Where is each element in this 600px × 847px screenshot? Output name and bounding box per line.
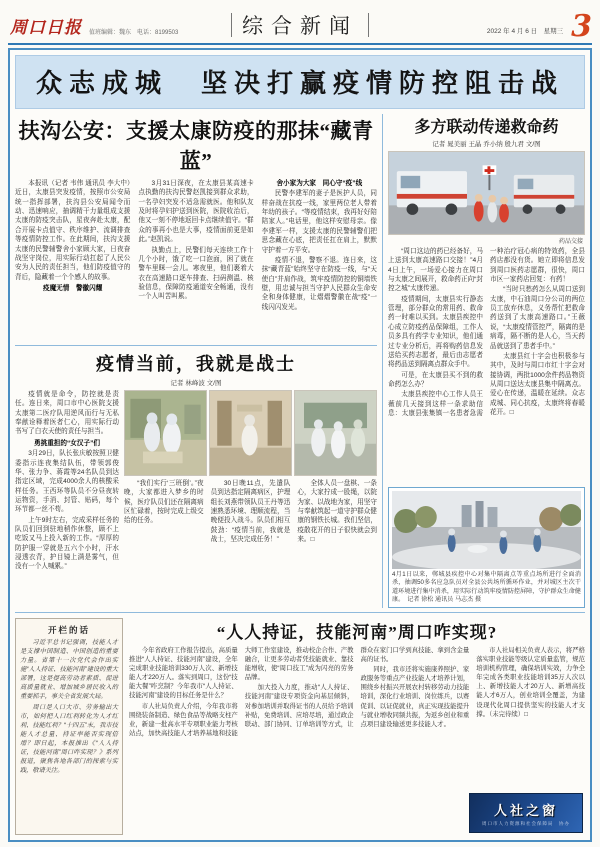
- subhead: 疫魔无情 警徽闪耀: [42, 284, 103, 292]
- column-banner-subtitle: 周口市人力资源和社会保障局 协办: [482, 820, 570, 826]
- banner-slogan: 众志成城 坚决打赢疫情防控阻击战: [15, 55, 585, 109]
- paragraph: 执勤点上，民警们每天连续工作十几个小时，饿了吃一口泡面，困了就在警车里眯一会儿。寒夜里，他们裹着大衣在高速路口逐车排查、扫码测温、核验信息，保障防疫通道安全畅通，没有一个人叫苦叫累。: [138, 246, 254, 301]
- masthead-rule: [8, 43, 592, 45]
- photo-sampling-site: [294, 390, 377, 476]
- paragraph: 市人社局相关负责人表示，将严格落实职业技能等级认定质量监管，规范培训机构管理，确保培训实效，力争全年完成各类职业技能培训35万人次以上、新增技能人才20万人、新增高技能人才6万人，创业培训全覆盖，为建设现代化周口提供坚实的技能人才支撑。（未完待续）□: [476, 647, 585, 718]
- paragraph: 疫情就是命令，防控就是责任。连日来，周口市中心医院支援太康第二医疗队用逆风而行与无私奉献诠释着医者仁心，用实际行动书写了白衣天使的责任与担当。: [15, 391, 119, 436]
- paragraph: 民警李建军的妻子是医护人员，同样奋战在抗疫一线，家里两位老人带着年幼的孩子。“等疫情结束，我再好好陪陪家人。”电话里，他这样安慰母亲。像李建军一样，支援太康的民警辅警们把思念藏在心底，把责任扛在肩上，默默守护着一方平安。: [261, 190, 377, 254]
- article-duofang-body: [388, 247, 585, 483]
- paragraph: 疫情期间，太康县实行静态管理，部分群众的常用药、救命药一时难以买到。太康县疾控中心成立防疫药品保障组，工作人员多具有药学专业知识，他们通过专业分析后，再将购药信息发送给买药志愿者，最后由志愿者将药品送到隔离点群众手中。: [388, 295, 483, 369]
- issue-date: 2022 年 4 月 6 日 星期三: [486, 28, 564, 35]
- article-duofang-headline: 多方联动传递救命药: [414, 119, 559, 136]
- paragraph: 3月29日，队长张庆敏按照卫健委指示连夜集结队伍，带领郭俊华、张力争、蒋霞等24名队员到达指定区域，完成4000余人的核酸采样任务。王西环等队员不分昼夜转运物资，手消、封管、贴码，每个环节都一丝不苟。: [15, 450, 119, 514]
- paragraph: 今年省政府工作报告提出，高质量推进“人人持证、技能河南”建设，全年完成职业技能培训330万人次、新增技能人才220万人。落实到周口，这份“技能大餐”咋烹制？今年我市“人人持证、技能河南”建设的目标任务是什么？: [129, 647, 238, 700]
- photo-ambulance-handover: [388, 151, 585, 235]
- page-number: 3: [571, 9, 592, 44]
- paragraph: 加大投入力度，推动“人人持证、技能河南”建设专项资金向基层倾斜，对参加培训并取得证书的人员给予培训补贴，免费培训、应培尽培，通过政企联动、部门协同、订单培训等方式，让群众在家门口学到真技能、拿到含金量高的证书。: [244, 647, 470, 728]
- paper-logo: 周口日报: [10, 18, 82, 38]
- paragraph: 市人社局负责人介绍，今年我市将围绕装备制造、绿色食品等战略支柱产业，新建一批高水平专项职业能力考核站点，加快高技能人才培养基地和技能大师工作室建设，推动校企合作、产教融合，让更多劳动者凭技能就业、靠技能增收，使“周口技工”成为闪亮的劳务品牌。: [129, 647, 354, 737]
- article-fugou: [15, 114, 377, 346]
- masthead: [8, 6, 592, 42]
- article-yiqing: [15, 346, 377, 608]
- article-yiqing-left-column: [15, 390, 119, 608]
- section-title: [231, 10, 369, 40]
- editor-note-title: 开栏的话: [47, 625, 90, 635]
- paragraph: 习近平总书记强调，技能人才是支撑中国制造、中国创造的重要力量。省第十一次党代会作出实施“人人持证、技能河南”建设的重大部署，这是提高劳动者素质、促进高质量就业、增加城乡居民收入的重要抓手，事关全省发展大局。: [20, 639, 118, 700]
- paragraph: 太康县红十字会也积极参与其中，及时与周口市红十字会对接协调，两批1000余件药品物资从周口送达太康县集中隔离点。爱心在传递，温暖在延续。众志成城、同心抗疫，太康终将春暖花开。□: [490, 352, 585, 417]
- paragraph: 30日晚11点，先遣队员到达指定隔离病区，护理组长刘燕带领队员王丹等迅速熟悉环境、理顺流程，当晚便投入战斗。队员们相互鼓劲：“疫情当前，我就是战士，坚决完成任务！”: [210, 480, 291, 544]
- photo-news-item-dancheng: [388, 487, 585, 608]
- masthead-editor-info: 值班编辑：魏东 电话：8199503: [89, 30, 179, 36]
- photo-news-caption: 4月1日以来，郸城县疾控中心对集中隔离点等重点场所进行全面消杀，抽调50多名应急队员对全县公共场所循环作业，并对城区主次干道环境进行集中消杀，用实际行动筑牢疫情防控屏障，守护群众生命健康。 记者 徐松 通讯员 马志杰 摄: [392, 571, 581, 603]
- photo-street-disinfection: [392, 491, 581, 569]
- page-frame: [8, 48, 592, 842]
- article-yiqing-byline: 记者 林峰波 文/图: [170, 380, 222, 387]
- editor-note-box: [15, 618, 123, 835]
- article-fugou-body: [15, 179, 377, 346]
- article-jineng-headline: “人人持证，技能河南”周口咋实现?: [216, 623, 498, 642]
- photo-strip: [124, 390, 377, 476]
- subhead: 勇挑重担的“女汉子”们: [34, 439, 100, 447]
- paragraph: 全体人员一盘棋、一条心，大家拧成一股绳，以院为家、以战地为家，用坚守与奉献筑起一道守护群众健康的钢铁长城。我们坚信，疫散花开的日子很快就会到来。□: [297, 480, 377, 544]
- article-duofang-byline: 记者 晁美丽 王晶 乔小纳 殷九君 文/图: [432, 141, 541, 148]
- photo-caption: 药品交接: [558, 238, 583, 245]
- paragraph: 疫情不退，警察不退。连日来，这抹“藏青蓝”始终坚守在防疫一线，与“天使白”并肩作战，筑牢疫情防控的铜墙铁壁，用忠诚与担当守护人民群众生命安全和身体健康，让熠熠警徽在战“疫”一线闪闪发光。: [261, 256, 377, 311]
- divider-bar: [368, 13, 369, 37]
- article-duofang: [383, 114, 585, 608]
- article-yiqing-bottom-columns: [124, 479, 377, 608]
- column-banner-renshezhichuang: [469, 793, 583, 833]
- paragraph: “当时只愁药怎么从周口送到太康，中石油周口分公司的两位员工放弃休息，义务帮忙把救命药送到了太康高速路口。”王薇说，“太康疫情管控严，隔离的是病毒，隔不断的是人心，当天药品就送到了患者手中。”: [490, 286, 585, 350]
- article-yiqing-headline: 疫情当前，我就是战士: [96, 354, 296, 374]
- photo-hospital-ward: [124, 390, 207, 476]
- paragraph: “我们实行‘三班倒’。”夜晚，大家都进入梦乡的时候，医疗队员们还在隔离病区忙碌着，按时完成上级交给的任务。: [124, 480, 204, 525]
- paragraph: 同时，我市还将实施康养照护、家政服务等重点产业技能人才培养计划，围绕乡村振兴开展农村转移劳动力技能培训，深化行业培训、岗位练兵，以赛促训、以证促就业，真正实现技能提升与就业增收同频共振，为返乡创业和重点项目建设输送更多技能人才。: [360, 666, 470, 728]
- article-jineng: [129, 618, 585, 835]
- paragraph: 可是，在太康县买不到的救命药怎么办？: [388, 371, 483, 388]
- article-fugou-headline: 扶沟公安：支援太康防疫的那抹“藏青蓝”: [18, 119, 374, 173]
- photo-corridor: [209, 390, 292, 476]
- paragraph: 3月31日深夜，在太康县某高速卡点执勤的扶沟民警赵凯接到群众求助，一名孕妇突发不适急需就医。他和队友及时将孕妇护送到医院，医院收治后，他又一刻不停地返回卡点继续值守。“群众的事再小也是大事，疫情面前更是如此。”赵凯说。: [138, 180, 254, 244]
- paragraph: 本报讯（记者 韦伟 通讯员 李大中）近日，太康县突发疫情，按照市公安局统一指挥部署，扶沟县公安局闻令而动、迅速响应，抽调精干力量组成支援太康的防疫突击队，星夜奔赴太康，配合开展卡点值守、秩序维护、流调排查等疫情防控工作。在此期间，扶沟支援太康的民警辅警舍小家顾大家，日夜奋战坚守岗位，用实际行动扛起了人民公安为人民的责任担当，他们防疫值守的背后，隐藏着一个个感人的故事。: [15, 180, 131, 281]
- subhead: 舍小家为大家 同心守“疫”线: [276, 180, 363, 187]
- paragraph: 周口是人口大市、劳务输出大市，如何把人口红利转化为人才红利、技能红利？“十四五”末，我市技能人才总量、持证率能否实现倍增？即日起，本报推出《“人人持证，技能河南”周口咋实现？》系列报道，聚焦各地各部门的探索与实践，敬请关注。: [20, 703, 118, 774]
- divider-bar: [231, 13, 232, 37]
- section-title-text: 综合新闻: [242, 14, 358, 38]
- paragraph: “周口这边的药已经备好，马上送到太康高速路口交接！”4月4日上午，一场爱心接力在周口与太康之间展开，救命药正向“封控之城”太康传递。: [388, 247, 483, 293]
- paragraph: 上午9时左右，完成采样任务的队员们回到驻地稍作休整，顾不上吃饭又马上投入新的工作。“厚厚的防护服一穿就是五六个小时，汗水浸透衣背，护目镜上满是雾气，但没有一个人喊累。”: [15, 516, 119, 571]
- paragraph: 太康县疾控中心工作人员王薇前几天接到这样一条求助信息：太康县张集镇一名患者急需一种治疗冠心病的特效药，全县药店都没有货。她立即将信息发到周口医药志愿群，很快，周口市区一家药店回复：有药！: [388, 247, 585, 418]
- column-banner-title: 人社之窗: [493, 802, 558, 818]
